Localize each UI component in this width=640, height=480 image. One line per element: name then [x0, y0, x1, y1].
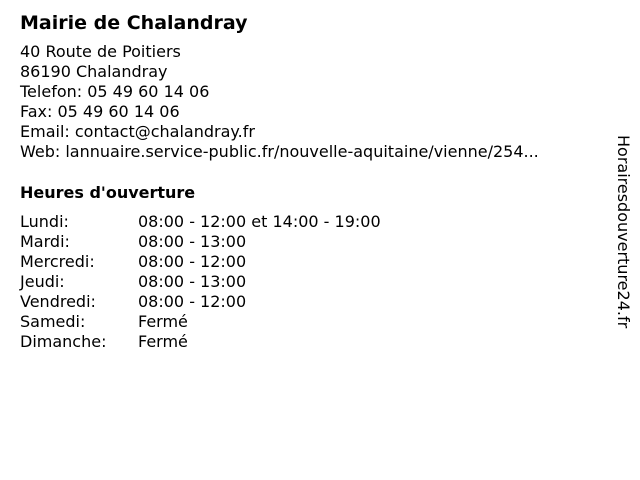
- hours-row-mardi: [20, 232, 600, 252]
- hours-table: [20, 212, 600, 352]
- hours-row-jeudi: [20, 272, 600, 292]
- hours-row-vendredi: [20, 292, 600, 312]
- day-hours: 08:00 - 13:00: [138, 232, 247, 251]
- hours-row-dimanche: [20, 332, 600, 352]
- phone-line: Telefon: 05 49 60 14 06: [20, 82, 210, 101]
- day-hours: 08:00 - 12:00 et 14:00 - 19:00: [138, 212, 381, 231]
- day-label: Mercredi:: [20, 252, 95, 271]
- day-hours: Fermé: [138, 312, 188, 331]
- day-label: Dimanche:: [20, 332, 107, 351]
- hours-heading: Heures d'ouverture: [20, 183, 196, 202]
- day-label: Mardi:: [20, 232, 70, 251]
- hours-row-samedi: [20, 312, 600, 332]
- web-line: Web: lannuaire.service-public.fr/nouvelle-aquitaine/vienne/254...: [20, 142, 539, 161]
- day-label: Lundi:: [20, 212, 69, 231]
- day-hours: 08:00 - 12:00: [138, 252, 247, 271]
- fax-line: Fax: 05 49 60 14 06: [20, 102, 180, 121]
- hours-row-mercredi: [20, 252, 600, 272]
- site-watermark: Horairesdouverture24.fr: [614, 135, 633, 329]
- day-label: Vendredi:: [20, 292, 96, 311]
- address-block: [20, 42, 600, 162]
- postal-city: 86190 Chalandray: [20, 62, 168, 81]
- street-address: 40 Route de Poitiers: [20, 42, 181, 61]
- day-hours: Fermé: [138, 332, 188, 351]
- day-label: Jeudi:: [20, 272, 65, 291]
- listing-card: [20, 10, 600, 352]
- day-hours: 08:00 - 13:00: [138, 272, 247, 291]
- hours-row-lundi: [20, 212, 600, 232]
- day-hours: 08:00 - 12:00: [138, 292, 247, 311]
- day-label: Samedi:: [20, 312, 86, 331]
- page-title: Mairie de Chalandray: [20, 12, 248, 34]
- email-line: Email: contact@chalandray.fr: [20, 122, 255, 141]
